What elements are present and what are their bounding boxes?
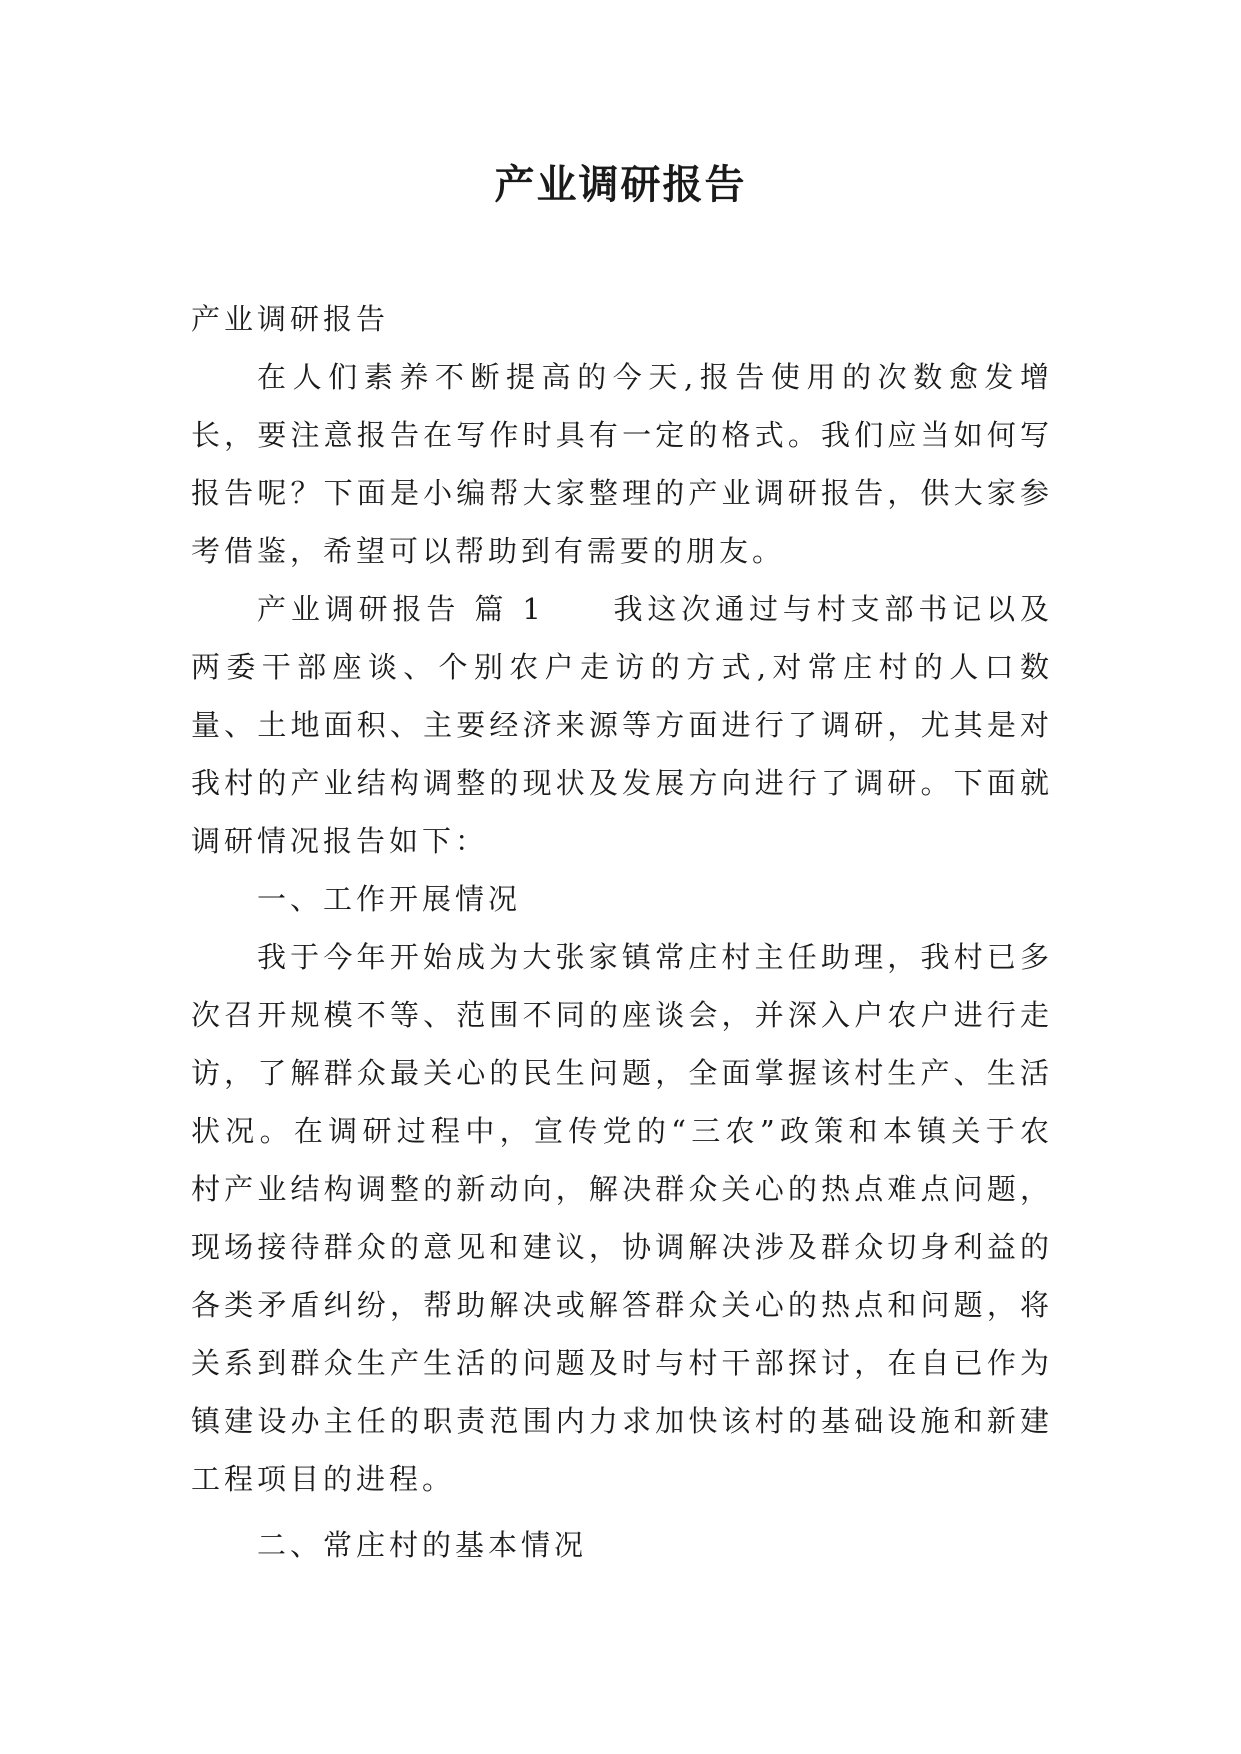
document-subtitle: 产业调研报告 — [191, 302, 390, 336]
heading-work-progress: 一、工作开展情况 — [257, 882, 522, 916]
heading-village-basics: 二、常庄村的基本情况 — [257, 1528, 588, 1562]
paragraph-section-1: 产业调研报告 篇 1 我这次通过与村支部书记以及两委干部座谈、个别农户走访的方式,对常庄村的人口数量、土地面积、主要经济来源等方面进行了调研，尤其是对我村的产业结构调整的现状及发展方向进行了调研。下面就调研情况报告如下： — [191, 592, 1053, 858]
paragraph-intro: 在人们素养不断提高的今天,报告使用的次数愈发增长，要注意报告在写作时具有一定的格式。我们应当如何写报告呢？下面是小编帮大家整理的产业调研报告，供大家参考借鉴，希望可以帮助到有需要的朋友。 — [191, 360, 1053, 568]
document-body — [191, 290, 1053, 1574]
paragraph-work-details: 我于今年开始成为大张家镇常庄村主任助理，我村已多次召开规模不等、范围不同的座谈会，并深入户农户进行走访，了解群众最关心的民生问题，全面掌握该村生产、生活状况。在调研过程中，宣传党的“三农”政策和本镇关于农村产业结构调整的新动向，解决群众关心的热点难点问题，现场接待群众的意见和建议，协调解决涉及群众切身利益的各类矛盾纠纷，帮助解决或解答群众关心的热点和问题，将关系到群众生产生活的问题及时与村干部探讨，在自已作为镇建设办主任的职责范围内力求加快该村的基础设施和新建工程项目的进程。 — [191, 940, 1053, 1496]
document-title: 产业调研报告 — [494, 162, 747, 208]
